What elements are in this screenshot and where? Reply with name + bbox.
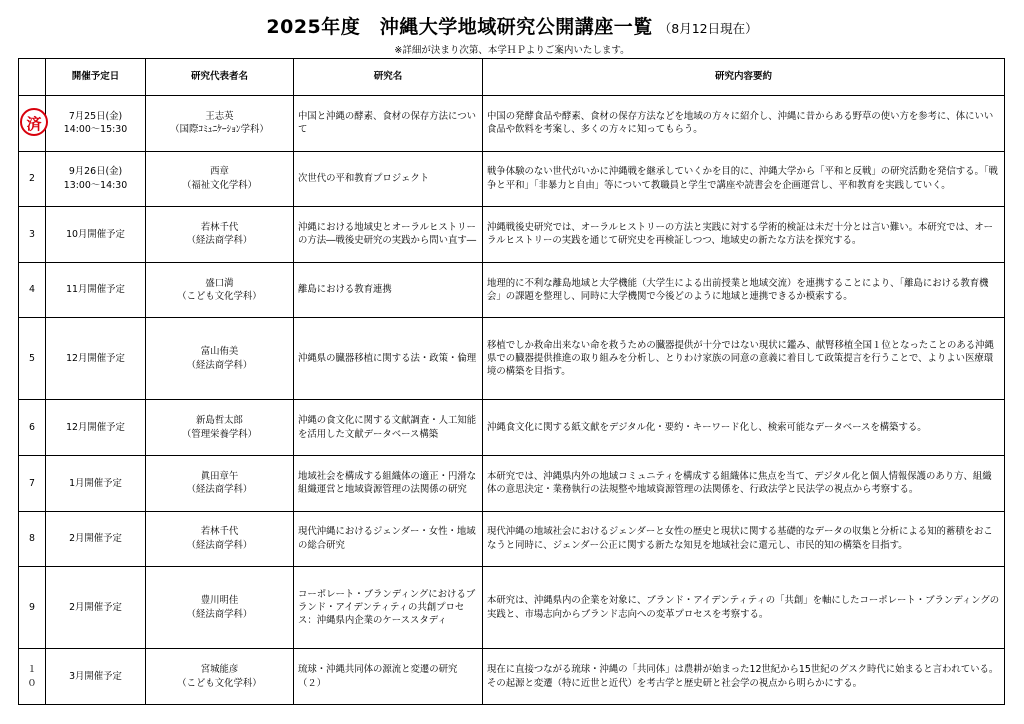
research-title-cell	[294, 151, 483, 207]
representative-name: 西章	[210, 166, 229, 178]
research-title: 次世代の平和教育プロジェクト	[298, 173, 430, 185]
row-number-cell	[19, 511, 46, 567]
row-number-cell	[19, 151, 46, 207]
research-summary: 本研究では、沖縄県内外の地域コミュニティを構成する組織体に焦点を当て、デジタル化と個人情報保護のあり方、組織体の意思決定・業務執行の法規整や地域資源管理の法関係を、行政法学と民法学の視点から考察する。	[487, 470, 992, 496]
research-summary: 本研究は、沖縄県内の企業を対象に、ブランド・アイデンティティの「共創」を軸にしたコーポレート・ブランディングの実践と、市場志向からブランド志向への変革プロセスを考察する。	[487, 595, 1000, 620]
header-date: 開催予定日	[46, 59, 146, 96]
date-cell	[46, 96, 146, 152]
representative-cell	[146, 151, 294, 207]
row-number-cell	[19, 649, 46, 705]
summary-cell	[483, 151, 1005, 207]
row-number: １０	[27, 664, 37, 689]
header-summary: 研究内容要約	[483, 59, 1005, 96]
research-title: 沖縄の食文化に関する文献調査・人工知能を活用した文献データベース構築	[298, 415, 477, 440]
representative-cell	[146, 207, 294, 263]
summary-cell	[483, 262, 1005, 318]
research-title-cell	[294, 511, 483, 567]
representative-cell	[146, 400, 294, 456]
row-number: 8	[29, 533, 35, 545]
representative-department: （国際ｺﾐｭﾆｹｰｼｮﾝ学科）	[170, 124, 269, 136]
representative-name: 眞田章午	[200, 470, 239, 482]
summary-cell	[483, 207, 1005, 263]
research-title-cell	[294, 96, 483, 152]
row-number-cell	[19, 207, 46, 263]
research-summary: 沖縄戦後史研究では、オーラルヒストリーの方法と実践に対する学術的検証は未だ十分とは言い難い。本研究では、オーラルヒストリーの実践を通じて研究史を再検証しつつ、地域史の新たな方法を探究する。	[487, 221, 993, 247]
date-cell	[46, 207, 146, 263]
row-number-cell	[19, 567, 46, 649]
date-line: 10月開催予定	[66, 228, 125, 240]
page-title-line	[0, 12, 1024, 39]
representative-department: （経法商学科）	[186, 359, 253, 371]
table-row	[19, 207, 1005, 263]
representative-department: （管理栄養学科）	[181, 428, 257, 440]
table-row	[19, 262, 1005, 318]
representative-name: 王志英	[205, 110, 234, 122]
research-title: 離島における教育連携	[298, 284, 392, 296]
date-line: 3月開催予定	[69, 671, 122, 682]
representative-department: （福祉文化学科）	[181, 179, 257, 191]
representative-name: 宮城能彦	[200, 664, 239, 676]
time-line: 14:00～15:30	[63, 124, 128, 136]
research-title: 琉球・沖縄共同体の源流と変遷の研究（２）	[298, 664, 458, 689]
representative-department: （経法商学科）	[186, 539, 253, 551]
date-cell	[46, 400, 146, 456]
representative-cell	[146, 649, 294, 705]
representative-department: （経法商学科）	[186, 235, 253, 247]
header-no	[19, 59, 46, 96]
summary-cell	[483, 511, 1005, 567]
date-cell	[46, 262, 146, 318]
page-note: ※詳細が決まり次第、本学ＨＰよりご案内いたします。	[394, 45, 630, 56]
representative-cell	[146, 318, 294, 400]
table-header-row	[19, 59, 1005, 96]
research-summary: 戦争体験のない世代がいかに沖縄戦を継承していくかを目的に、沖縄大学から「平和と反戦」の研究活動を発信する。「戦争と平和」「非暴力と自由」等について教職員と学生で講座や読書会を企画運営し、平和教育を実践していく。	[487, 166, 998, 191]
research-title-cell	[294, 262, 483, 318]
table-row	[19, 318, 1005, 400]
research-title: 沖縄における地域史とオーラルヒストリーの方法―戦後史研究の実践から問い直す―	[298, 221, 477, 247]
research-title-cell	[294, 455, 483, 511]
table-row	[19, 96, 1005, 152]
row-number: 4	[29, 284, 35, 296]
representative-cell	[146, 511, 294, 567]
date-cell	[46, 511, 146, 567]
summary-cell	[483, 455, 1005, 511]
summary-cell	[483, 318, 1005, 400]
date-line: 11月開催予定	[66, 284, 125, 296]
research-title: 地域社会を構成する組織体の適正・円滑な組織運営と地域資源管理の法関係の研究	[298, 470, 477, 496]
header-research-title: 研究名	[294, 59, 483, 96]
date-line: 12月開催予定	[66, 422, 125, 434]
date-cell	[46, 649, 146, 705]
representative-department: （こども文化学科）	[177, 677, 262, 689]
date-cell	[46, 455, 146, 511]
research-title-cell	[294, 649, 483, 705]
row-number-cell	[19, 455, 46, 511]
research-title: 現代沖縄におけるジェンダー・女性・地域の総合研究	[298, 526, 476, 551]
row-number-cell	[19, 262, 46, 318]
representative-name: 盛口満	[205, 277, 234, 289]
representative-department: （経法商学科）	[186, 608, 253, 620]
table-row	[19, 567, 1005, 649]
representative-department: （こども文化学科）	[177, 290, 262, 302]
row-number-cell	[19, 318, 46, 400]
research-title-cell	[294, 207, 483, 263]
summary-cell	[483, 649, 1005, 705]
table-body	[19, 96, 1005, 705]
page-title: 2025年度 沖縄大学地域研究公開講座一覧	[266, 16, 653, 38]
representative-cell	[146, 96, 294, 152]
time-line: 13:00～14:30	[63, 179, 128, 191]
date-line: 2月開催予定	[69, 602, 122, 614]
research-summary: 中国の発酵食品や酵素、食材の保存方法などを地域の方々に紹介し、沖縄に昔からある野草の使い方を参考に、体にいい食品や飲料を考案し、多くの方々に知ってもらう。	[487, 110, 994, 136]
representative-cell	[146, 455, 294, 511]
representative-name: 新島哲太郎	[196, 415, 243, 427]
research-summary: 現在に直接つながる琉球・沖縄の「共同体」は農耕が始まった12世紀から15世紀のグスク時代に始まると言われている。その起源と変遷（特に近世と近代）を考古学と歴史研と社会学の視点から明らかにする。	[487, 664, 999, 689]
table-row	[19, 400, 1005, 456]
representative-name: 豊川明佳	[200, 595, 239, 607]
summary-cell	[483, 400, 1005, 456]
research-title: 沖縄県の臓器移植に関する法・政策・倫理	[298, 353, 477, 365]
representative-department: （経法商学科）	[186, 484, 253, 496]
research-summary: 地理的に不利な離島地域と大学機能（大学生による出前授業と地域交流）を連携することにより、「離島における教育機会」の課題を整理し、同時に大学機関で今後どのように地域と連携できるか模索する。	[487, 277, 989, 302]
representative-name: 富山侑美	[200, 346, 239, 358]
representative-name: 若林千代	[200, 221, 239, 233]
row-number: 7	[29, 477, 35, 489]
summary-cell	[483, 567, 1005, 649]
research-summary: 沖縄食文化に関する紙文献をデジタル化・要約・キーワード化し、検索可能なデータベースを構築する。	[487, 422, 927, 434]
representative-name: 若林千代	[200, 526, 239, 538]
research-title: 中国と沖縄の酵素、食材の保存方法について	[298, 110, 476, 136]
row-number: 5	[29, 353, 35, 365]
date-line: 2月開催予定	[69, 533, 122, 545]
row-number: 2	[29, 173, 35, 185]
date-line: 9月26日(金)	[68, 166, 123, 178]
row-number-cell	[19, 400, 46, 456]
date-cell	[46, 318, 146, 400]
table-row	[19, 511, 1005, 567]
research-summary: 現代沖縄の地域社会におけるジェンダーと女性の歴史と現状に関する基礎的なデータの収集と分析による知的蓄積をおこなうと同時に、ジェンダー公正に関する新たな知見を地域社会に還元し、市民的知の構築を目指す。	[487, 526, 993, 551]
research-title-cell	[294, 318, 483, 400]
date-line: 12月開催予定	[66, 353, 125, 365]
date-line: 7月25日(金)	[68, 110, 123, 122]
research-title: コーポレート・ブランディングにおけるブランド・アイデンティティの共創プロセス：沖縄県内企業のケーススタディ	[298, 588, 476, 627]
lecture-table	[18, 58, 1005, 705]
row-number: 9	[29, 602, 35, 614]
date-cell	[46, 151, 146, 207]
research-title-cell	[294, 567, 483, 649]
table-row	[19, 455, 1005, 511]
closed-stamp: 済	[20, 108, 48, 136]
representative-cell	[146, 567, 294, 649]
as-of-date: （8月12日現在）	[658, 21, 758, 36]
research-title-cell	[294, 400, 483, 456]
date-cell	[46, 567, 146, 649]
row-number: 3	[29, 228, 35, 240]
row-number: 6	[29, 422, 35, 434]
table-row	[19, 151, 1005, 207]
table-row	[19, 649, 1005, 705]
header-representative: 研究代表者名	[146, 59, 294, 96]
research-summary: 移植でしか救命出来ない命を救うための臓器提供が十分ではない現状に鑑み、献腎移植全国１位となったことのある沖縄県での臓器提供推進の取り組みを分析し、とりわけ家族の同意の意義に着目して政策提言を行うことで、よりよい医療環境の構築を目指す。	[487, 339, 994, 378]
summary-cell	[483, 96, 1005, 152]
date-line: 1月開催予定	[69, 477, 122, 489]
representative-cell	[146, 262, 294, 318]
